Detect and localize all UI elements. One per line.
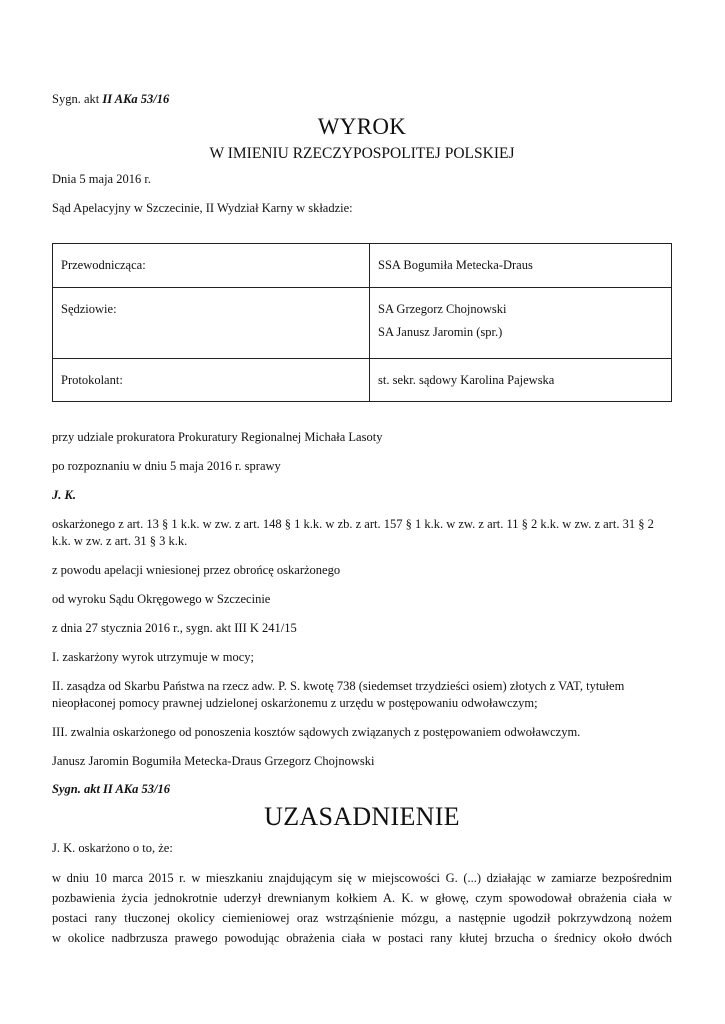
panel-role-cell [53, 359, 370, 402]
panel-name: st. sekr. sądowy Karolina Pajewska [378, 373, 555, 387]
panel-names-cell [370, 244, 672, 288]
panel-name: SSA Bogumiła Metecka-Draus [378, 258, 533, 272]
hearing-line: po rozpoznaniu w dniu 5 maja 2016 r. sprawy [52, 459, 281, 473]
defendant-name: J. K. [52, 488, 76, 502]
table-row [53, 359, 672, 402]
justification-title: UZASADNIENIE [264, 802, 460, 831]
panel-names-cell [370, 288, 672, 359]
court-composition: Sąd Apelacyjny w Szczecinie, II Wydział Karny w składzie: [52, 201, 353, 215]
justification-paragraph [52, 868, 672, 948]
ruling-point-2: II. zasądza od Skarbu Państwa na rzecz adw. P. S. kwotę 738 (siedemset trzydzieści osiem) złotych z VAT, tytułem nieopłaconej pomocy prawnej udzielonej oskarżonemu z urzędu w postępowaniu odwoławczym; [52, 679, 625, 710]
justification-case-number: Sygn. akt II AKa 53/16 [52, 782, 170, 796]
panel-role-cell [53, 244, 370, 288]
case-number-value: II AKa 53/16 [102, 92, 170, 106]
panel-role-cell [53, 288, 370, 359]
panel-name: SA Janusz Jaromin (spr.) [378, 325, 503, 339]
judges-signatures: Janusz Jaromin Bogumiła Metecka-Draus Grzegorz Chojnowski [52, 754, 375, 768]
judgment-date: Dnia 5 maja 2016 r. [52, 172, 151, 186]
paragraph-line: w dniu 10 marca 2015 r. w mieszkaniu znajdującym się w miejscowości G. (...) działając w zamiarze bezpośrednim [52, 871, 672, 885]
paragraph-line: pozbawienia życia jednokrotnie uderzył drewnianym kołkiem A. K. w głowę, czym spowodował obrażenia ciała w [52, 891, 672, 905]
table-row [53, 288, 672, 359]
ruling-point-1: I. zaskarżony wyrok utrzymuje w mocy; [52, 650, 255, 664]
paragraph-line: w okolice nadbrzusza prawego powodując obrażenia ciała w postaci rany kłutej brzucha o średnicy około dwóch [52, 931, 672, 945]
ruling-point-3: III. zwalnia oskarżonego od ponoszenia kosztów sądowych związanych z postępowaniem odwoławczym. [52, 725, 581, 739]
case-number-prefix: Sygn. akt [52, 92, 103, 106]
panel-role: Protokolant: [61, 373, 123, 387]
panel-table [52, 243, 672, 402]
lower-judgment-date: z dnia 27 stycznia 2016 r., sygn. akt III K 241/15 [52, 621, 297, 635]
appeal-line: z powodu apelacji wniesionej przez obrońcę oskarżonego [52, 563, 341, 577]
case-number [52, 92, 169, 107]
panel-role: Sędziowie: [61, 302, 117, 316]
document-subtitle: W IMIENIU RZECZYPOSPOLITEJ POLSKIEJ [209, 145, 515, 162]
document-title: WYROK [317, 114, 407, 139]
lower-court-line: od wyroku Sądu Okręgowego w Szczecinie [52, 592, 271, 606]
prosecutor-line: przy udziale prokuratora Prokuratury Regionalnej Michała Lasoty [52, 430, 383, 444]
paragraph-line: postaci rany tłuczonej okolicy ciemieniowej oraz wstrząśnienie mózgu, a następnie ugodził pokrzywdzoną nożem [52, 911, 672, 925]
panel-names-cell [370, 359, 672, 402]
table-row [53, 244, 672, 288]
charges-paragraph: oskarżonego z art. 13 § 1 k.k. w zw. z art. 148 § 1 k.k. w zb. z art. 157 § 1 k.k. w zw. z art. 11 § 2 k.k. w zw. z art. 31 § 2 k.k. w zw. z art. 31 § 3 k.k. [52, 517, 654, 548]
justification-intro: J. K. oskarżono o to, że: [52, 841, 173, 855]
panel-role: Przewodnicząca: [61, 258, 146, 272]
panel-name: SA Grzegorz Chojnowski [378, 302, 507, 316]
